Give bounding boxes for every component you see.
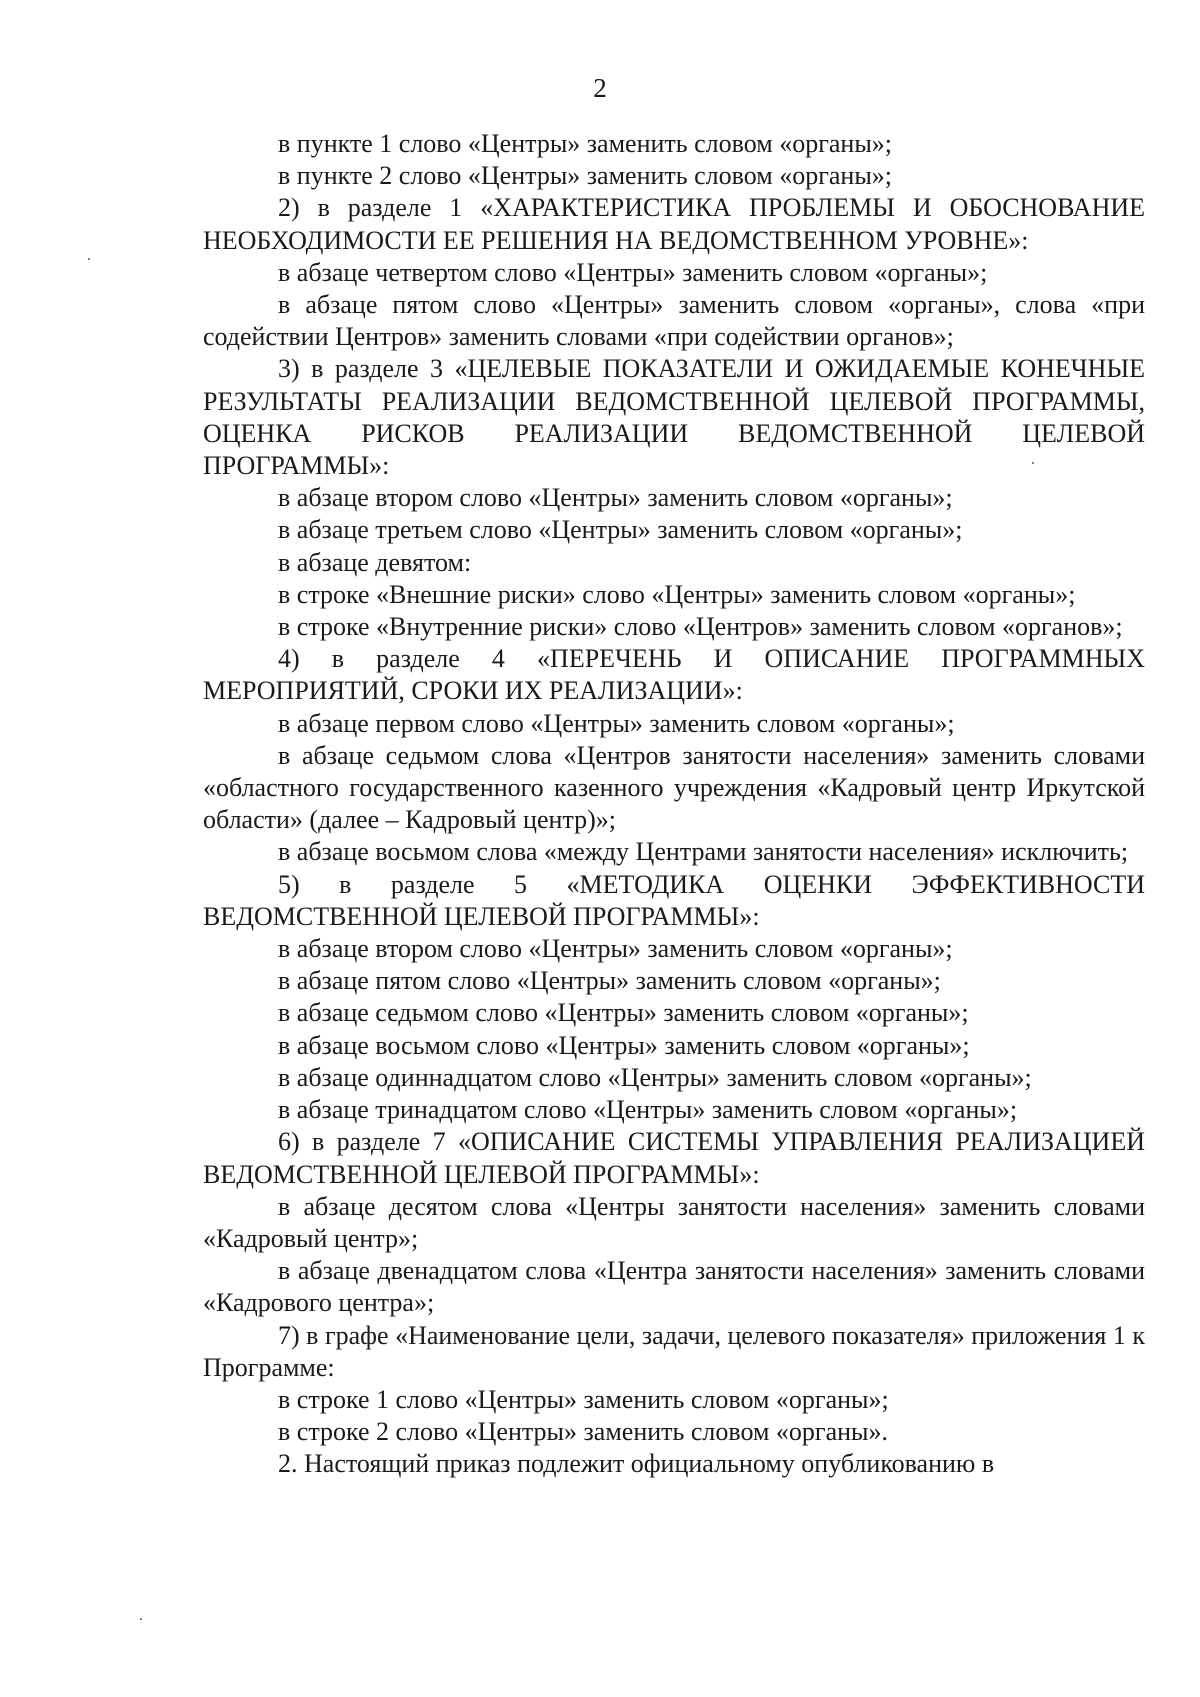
paragraph: 4) в разделе 4 «ПЕРЕЧЕНЬ И ОПИСАНИЕ ПРОГРАММНЫХ МЕРОПРИЯТИЙ, СРОКИ ИХ РЕАЛИЗАЦИИ»:: [203, 644, 1145, 706]
paragraph: 2) в разделе 1 «ХАРАКТЕРИСТИКА ПРОБЛЕМЫ И ОБОСНОВАНИЕ НЕОБХОДИМОСТИ ЕЕ РЕШЕНИЯ НА ВЕДОМСТВЕННОМ УРОВНЕ»:: [203, 193, 1145, 255]
document-body: [203, 128, 1145, 1481]
paragraph: 2. Настоящий приказ подлежит официальному опубликованию в: [278, 1449, 995, 1479]
paragraph: 3) в разделе 3 «ЦЕЛЕВЫЕ ПОКАЗАТЕЛИ И ОЖИДАЕМЫЕ КОНЕЧНЫЕ РЕЗУЛЬТАТЫ РЕАЛИЗАЦИИ ВЕДОМСТВЕННОЙ ЦЕЛЕВОЙ ПРОГРАММЫ, ОЦЕНКА РИСКОВ РЕАЛИЗАЦИИ ВЕДОМСТВЕННОЙ ЦЕЛЕВОЙ ПРОГРАММЫ»:: [203, 354, 1145, 481]
paragraph: в абзаце тринадцатом слово «Центры» заменить словом «органы»;: [278, 1095, 1018, 1125]
paragraph: в абзаце пятом слово «Центры» заменить словом «органы»;: [278, 966, 941, 996]
paragraph: в абзаце десятом слова «Центры занятости населения» заменить словами «Кадровый центр»;: [203, 1191, 1145, 1253]
paragraph: в абзаце четвертом слово «Центры» заменить словом «органы»;: [278, 257, 988, 287]
paragraph: в пункте 2 слово «Центры» заменить словом «органы»;: [278, 161, 893, 191]
scan-speck: [140, 1618, 142, 1620]
paragraph: в строке 1 слово «Центры» заменить словом «органы»;: [278, 1384, 889, 1414]
paragraph: в абзаце седьмом слово «Центры» заменить словом «органы»;: [278, 998, 969, 1028]
paragraph: в строке «Внешние риски» слово «Центры» заменить словом «органы»;: [278, 579, 1076, 609]
paragraph: в строке «Внутренние риски» слово «Центров» заменить словом «органов»;: [278, 612, 1123, 642]
paragraph: в абзаце восьмом слово «Центры» заменить словом «органы»;: [278, 1030, 970, 1060]
paragraph: 5) в разделе 5 «МЕТОДИКА ОЦЕНКИ ЭФФЕКТИВНОСТИ ВЕДОМСТВЕННОЙ ЦЕЛЕВОЙ ПРОГРАММЫ»:: [203, 869, 1145, 931]
paragraph: в абзаце восьмом слова «между Центрами занятости населения» исключить;: [278, 837, 1129, 867]
paragraph: в абзаце двенадцатом слова «Центра занятости населения» заменить словами «Кадрового центра»;: [203, 1256, 1145, 1318]
paragraph: 6) в разделе 7 «ОПИСАНИЕ СИСТЕМЫ УПРАВЛЕНИЯ РЕАЛИЗАЦИЕЙ ВЕДОМСТВЕННОЙ ЦЕЛЕВОЙ ПРОГРАММЫ»:: [203, 1127, 1145, 1189]
page-number: 2: [593, 73, 607, 103]
paragraph: в абзаце девятом:: [278, 547, 472, 577]
scan-speck: [1032, 462, 1034, 464]
paragraph: в строке 2 слово «Центры» заменить словом «органы».: [278, 1417, 889, 1447]
paragraph: в абзаце втором слово «Центры» заменить словом «органы»;: [278, 483, 953, 513]
paragraph: 7) в графе «Наименование цели, задачи, целевого показателя» приложения 1 к Программе:: [203, 1320, 1145, 1382]
scan-speck: [88, 258, 90, 260]
paragraph: в абзаце пятом слово «Центры» заменить словом «органы», слова «при содействии Центров» заменить словами «при содействии органов»;: [203, 290, 1145, 352]
paragraph: в абзаце седьмом слова «Центров занятости населения» заменить словами «областного государственного казенного учреждения «Кадровый центр Иркутской области» (далее – Кадровый центр)»;: [203, 740, 1145, 835]
paragraph: в абзаце третьем слово «Центры» заменить словом «органы»;: [278, 515, 963, 545]
paragraph: в абзаце первом слово «Центры» заменить словом «органы»;: [278, 708, 955, 738]
paragraph: в абзаце одиннадцатом слово «Центры» заменить словом «органы»;: [278, 1062, 1032, 1092]
paragraph: в абзаце втором слово «Центры» заменить словом «органы»;: [278, 934, 953, 964]
paragraph: в пункте 1 слово «Центры» заменить словом «органы»;: [278, 129, 893, 158]
